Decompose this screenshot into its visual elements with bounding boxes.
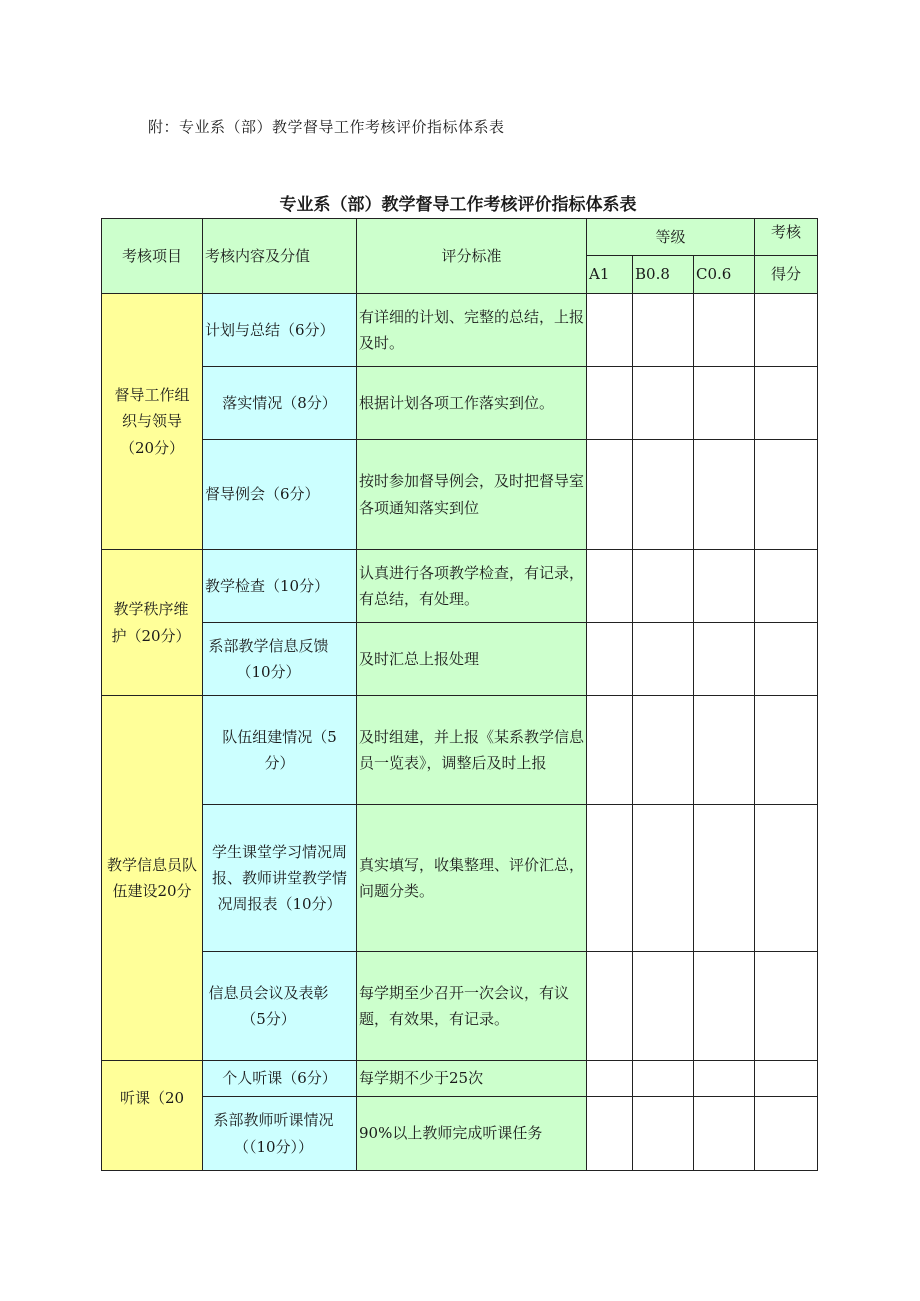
criteria-cell: 按时参加督导例会，及时把督导室各项通知落实到位 [357,440,587,550]
grade-c-cell[interactable] [694,294,755,367]
item-cell: 系部教师听课情况（（10分）） [203,1097,357,1171]
grade-a-cell[interactable] [587,550,633,623]
header-content: 考核内容及分值 [203,219,357,294]
header-grade-a: A1 [587,256,633,294]
grade-c-cell[interactable] [694,805,755,952]
grade-a-cell[interactable] [587,1097,633,1171]
grade-c-cell[interactable] [694,440,755,550]
score-cell[interactable] [755,805,818,952]
header-score-top: 考核 [755,219,818,256]
criteria-cell: 根据计划各项工作落实到位。 [357,367,587,440]
criteria-cell: 及时组建，并上报《某系教学信息员一览表》，调整后及时上报 [357,696,587,805]
category-cell: 教学秩序维护（20分） [102,550,203,696]
score-cell[interactable] [755,696,818,805]
grade-b-cell[interactable] [633,696,694,805]
grade-a-cell[interactable] [587,623,633,696]
grade-a-cell[interactable] [587,294,633,367]
category-cell: 督导工作组织与领导（20分） [102,294,203,550]
grade-c-cell[interactable] [694,1097,755,1171]
category-cell: 听课（20 [102,1061,203,1171]
grade-b-cell[interactable] [633,623,694,696]
score-cell[interactable] [755,294,818,367]
criteria-cell: 90%以上教师完成听课任务 [357,1097,587,1171]
grade-b-cell[interactable] [633,1061,694,1097]
grade-b-cell[interactable] [633,294,694,367]
grade-a-cell[interactable] [587,367,633,440]
item-cell: 计划与总结（6分） [203,294,357,367]
item-cell: 落实情况（8分） [203,367,357,440]
criteria-cell: 及时汇总上报处理 [357,623,587,696]
item-cell: 信息员会议及表彰（5分） [203,952,357,1061]
header-grade-c: C0.6 [694,256,755,294]
score-cell[interactable] [755,440,818,550]
header-criteria: 评分标准 [357,219,587,294]
grade-b-cell[interactable] [633,367,694,440]
grade-a-cell[interactable] [587,952,633,1061]
grade-a-cell[interactable] [587,696,633,805]
grade-c-cell[interactable] [694,696,755,805]
score-cell[interactable] [755,952,818,1061]
category-cell: 教学信息员队伍建设20分 [102,696,203,1061]
grade-c-cell[interactable] [694,952,755,1061]
grade-c-cell[interactable] [694,1061,755,1097]
evaluation-table [101,218,818,1171]
grade-c-cell[interactable] [694,550,755,623]
header-grade-b: B0.8 [633,256,694,294]
item-cell: 督导例会（6分） [203,440,357,550]
item-cell: 队伍组建情况（5分） [203,696,357,805]
score-cell[interactable] [755,550,818,623]
header-project: 考核项目 [102,219,203,294]
grade-b-cell[interactable] [633,805,694,952]
criteria-cell: 有详细的计划、完整的总结，上报及时。 [357,294,587,367]
criteria-cell: 真实填写，收集整理、评价汇总，问题分类。 [357,805,587,952]
criteria-cell: 每学期至少召开一次会议，有议题，有效果，有记录。 [357,952,587,1061]
criteria-cell: 每学期不少于25次 [357,1061,587,1097]
item-cell: 个人听课（6分） [203,1061,357,1097]
score-cell[interactable] [755,1097,818,1171]
header-score-bottom: 得分 [755,256,818,294]
grade-b-cell[interactable] [633,1097,694,1171]
score-cell[interactable] [755,367,818,440]
grade-a-cell[interactable] [587,805,633,952]
grade-b-cell[interactable] [633,550,694,623]
grade-b-cell[interactable] [633,440,694,550]
document-note: 附：专业系（部）教学督导工作考核评价指标体系表 [148,118,505,136]
score-cell[interactable] [755,1061,818,1097]
item-cell: 学生课堂学习情况周报、教师讲堂教学情况周报表（10分） [203,805,357,952]
score-cell[interactable] [755,623,818,696]
grade-b-cell[interactable] [633,952,694,1061]
item-cell: 系部教学信息反馈（10分） [203,623,357,696]
table-title: 专业系（部）教学督导工作考核评价指标体系表 [279,195,637,215]
item-cell: 教学检查（10分） [203,550,357,623]
grade-a-cell[interactable] [587,1061,633,1097]
grade-c-cell[interactable] [694,623,755,696]
grade-a-cell[interactable] [587,440,633,550]
grade-c-cell[interactable] [694,367,755,440]
criteria-cell: 认真进行各项教学检查，有记录，有总结，有处理。 [357,550,587,623]
header-grade: 等级 [587,219,755,256]
